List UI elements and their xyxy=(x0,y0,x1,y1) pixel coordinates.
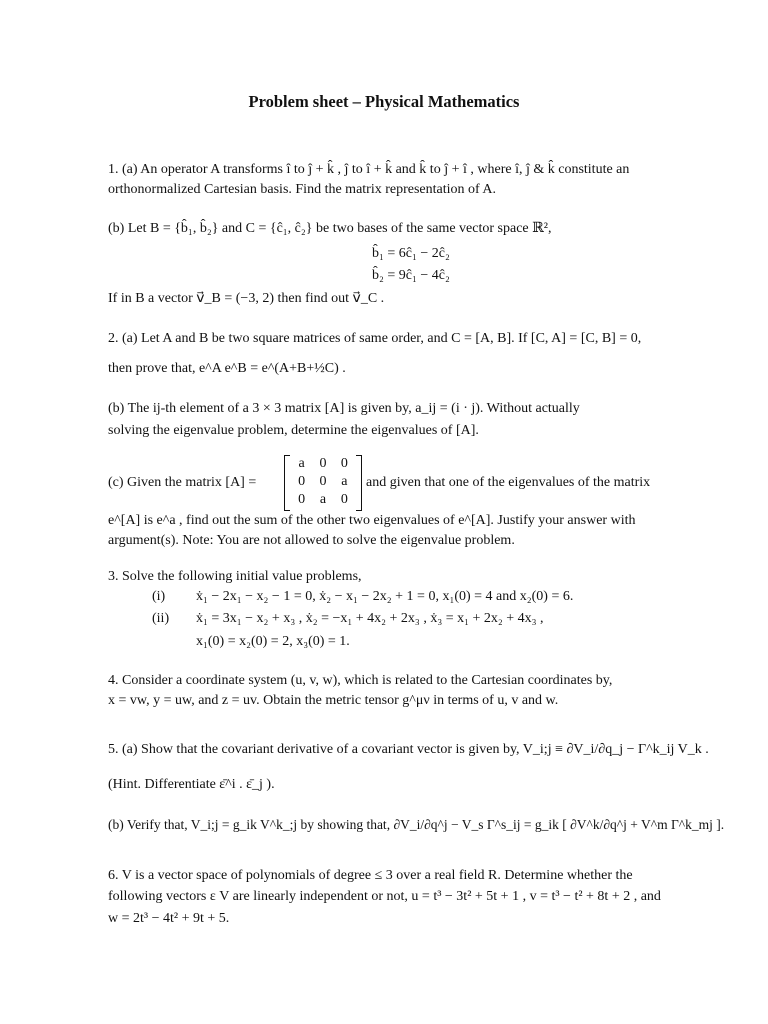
matrix-row-3 xyxy=(285,491,361,509)
q3-label-i: (i) xyxy=(152,589,166,604)
matrix-cell: 0 xyxy=(340,456,348,471)
q6-line3: w = 2t³ − 4t² + 9t + 5. xyxy=(108,911,230,926)
q2a-line2: then prove that, e^A e^B = e^(A+B+½C) . xyxy=(108,361,346,376)
q1b-eq1: b̂₁ = 6ĉ₁ − 2ĉ₂ xyxy=(372,246,450,261)
q1b-eq2: b̂₂ = 9ĉ₁ − 4ĉ₂ xyxy=(372,268,450,283)
page-title: Problem sheet – Physical Mathematics xyxy=(248,92,520,111)
q3-eq-ii: ẋ₁ = 3x₁ − x₂ + x₃ , ẋ₂ = −x₁ + 4x₂ + 2x₃ , ẋ₃ = x₁ + 2x₂ + 4x₃ , xyxy=(196,611,544,626)
q2b-line2: solving the eigenvalue problem, determine the eigenvalues of [A]. xyxy=(108,423,479,438)
q2c-lead: (c) Given the matrix [A] = xyxy=(108,475,257,490)
q5a-hint: (Hint. Differentiate ε̄^i . ε̄_j ). xyxy=(108,777,275,792)
q4-line1: 4. Consider a coordinate system (u, v, w), which is related to the Cartesian coordinates by, xyxy=(108,673,613,688)
q6-line1: 6. V is a vector space of polynomials of degree ≤ 3 over a real field R. Determine whether the xyxy=(108,868,633,883)
matrix-cell: a xyxy=(341,474,348,489)
q1a-line2: orthonormalized Cartesian basis. Find the matrix representation of A. xyxy=(108,182,497,197)
q5b-line: (b) Verify that, V_i;j = g_ik V^k_;j by showing that, ∂V_i/∂q^j − V_s Γ^s_ij = g_ik [ ∂V^k/∂q^j + V^m Γ^k_mj ]. xyxy=(108,817,725,832)
matrix-cell: 0 xyxy=(298,492,306,507)
q1a-line1: 1. (a) An operator A transforms î to ĵ + k̂ , ĵ to î + k̂ and k̂ to ĵ + î , where î, ĵ & k̂ constitute an xyxy=(108,162,630,177)
matrix-cell: 0 xyxy=(298,474,306,489)
matrix-cell: 0 xyxy=(319,474,327,489)
q2c-line2: e^[A] is e^a , find out the sum of the other two eigenvalues of e^[A]. Justify your answer with xyxy=(108,513,636,528)
matrix-row-1 xyxy=(285,455,361,473)
matrix-cell: a xyxy=(298,456,305,471)
matrix-a xyxy=(284,455,362,511)
q4-line2: x = vw, y = uw, and z = uv. Obtain the metric tensor g^μν in terms of u, v and w. xyxy=(108,693,559,708)
matrix-cell: a xyxy=(319,492,327,507)
q3-eq-ii-init: x₁(0) = x₂(0) = 2, x₃(0) = 1. xyxy=(196,634,350,649)
matrix-row-2 xyxy=(285,473,361,491)
q3-label-ii: (ii) xyxy=(152,611,170,626)
q1b-line1: (b) Let B = {b̂₁, b̂₂} and C = {ĉ₁, ĉ₂} be two bases of the same vector space ℝ², xyxy=(108,221,552,236)
q2a-line1: 2. (a) Let A and B be two square matrices of same order, and C = [A, B]. If [C, A] = [C, B] = 0, xyxy=(108,331,642,346)
q3-eq-i: ẋ₁ − 2x₁ − x₂ − 1 = 0, ẋ₂ − x₁ − 2x₂ + 1 = 0, x₁(0) = 4 and x₂(0) = 6. xyxy=(196,589,574,604)
q2c-trail: and given that one of the eigenvalues of the matrix xyxy=(366,475,651,490)
q1b-line2: If in B a vector v⃗_B = (−3, 2) then find out v⃗_C . xyxy=(108,291,385,306)
matrix-cell: 0 xyxy=(319,456,327,471)
q6-line2: following vectors ε V are linearly independent or not, u = t³ − 3t² + 5t + 1 , v = t³ − t² + 8t + 2 , and xyxy=(108,889,661,904)
matrix-cell: 0 xyxy=(340,492,348,507)
q3-line1: 3. Solve the following initial value problems, xyxy=(108,569,362,584)
q2b-line1: (b) The ij-th element of a 3 × 3 matrix [A] is given by, a_ij = (i · j). Without actually xyxy=(108,401,580,416)
q5a-line1: 5. (a) Show that the covariant derivative of a covariant vector is given by, V_i;j ≡ ∂V_i/∂q_j − Γ^k_ij V_k . xyxy=(108,742,709,757)
q2c-line3: argument(s). Note: You are not allowed to solve the eigenvalue problem. xyxy=(108,533,515,548)
